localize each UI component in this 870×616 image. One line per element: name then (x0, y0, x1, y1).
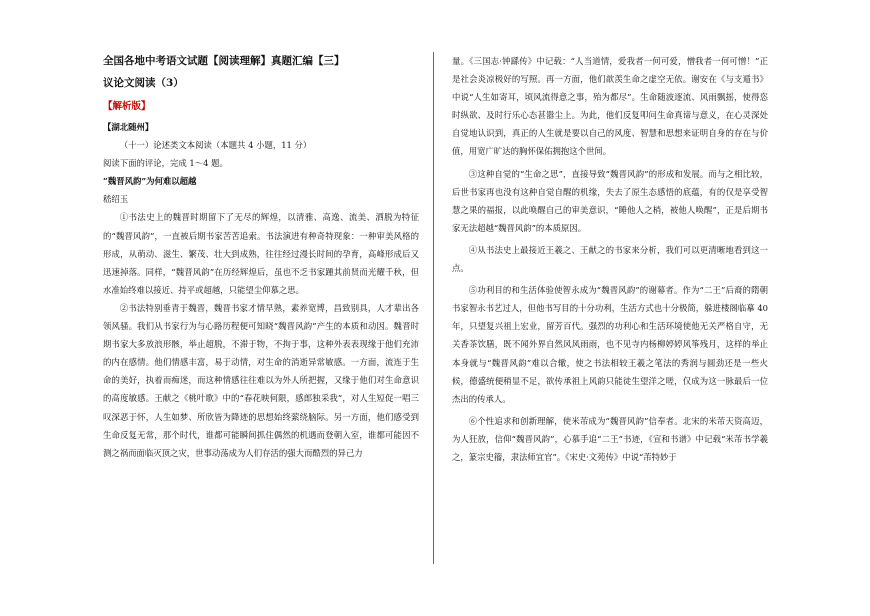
paragraph-1: ①书法史上的魏晋时期留下了无尽的辉煌，以清雅、高逸、流美、洒脱为特征的“魏晋风韵”，一直被后期书家苦苦追索。书法演进有种奇特现象：一种审美风格的形成，从萌动、滋生、繁茂、壮大到成熟，往往经过漫长时间的孕育，高峰形成后又迅速掉落。同样，“魏晋风韵”在历经辉煌后，虽也不乏书家踵其前贤而光耀千秋，但水准始终难以接近、持平或超越，只能望尘仰慕之思。 (103, 212, 419, 295)
paragraph-2-part-1: ②书法特别垂青于魏晋，魏晋书家才情早熟，素养宽博，昌致别具，人才辈出各领风骚。我们从书家行为与心路历程便可知晓“魏晋风韵”产生的本质和动因。魏晋时期书家大多放浪形骸，举止超脱，不滞于物，不拘于事，这种外表表现缘于他们充沛的内在感情。他们情感丰富，易于动情，对生命的消逝异常敏感。一方面，流连于生命的美好，执着而痴迷，而这种情感往往难以为外人所把握，又缘于他们对生命意识的高度敏感。王献之《桃叶歌》中的“春花映何限，感郎独采我”，对人生短促一唱三叹深恶于怀，人生如梦、所欣皆为降迹的思想始终萦绕脑际。另一方面，他们感受到生命反复无常，那个时代，谁都可能瞬间抓住偶然的机遇而登朝入室，谁都可能因不测之祸而面临灭顶之灾，世事动荡成为人们存活的强大而酷烈的异己力 (103, 302, 419, 458)
paragraph-2-part-2: 量。《三国志·钟繇传》中记载：“人当道情，爱我者一何可爱，憎我者一何可憎！”正是社会炎凉极好的写照。再一方面，他们歆羡生命之虚空无依。谢安在《与支遁书》中说“人生如寄耳，顷风流得意之事，殆为都尽”。生命随波逐流、风雨飘摇，使得恣时纵欲、及时行乐心态甚嚣尘上。为此，他们反复叩问生命真谛与意义，在心灵深处自觉地认识到，真正的人生就是要以自己的风度、智慧和思想来证明自身的存在与价值，用宽广旷达的胸怀保佑拥抱这个世间。 (452, 56, 768, 157)
paragraph-4: ④从书法史上最接近王羲之、王献之的书家来分析，我们可以更清晰地看到这一点。 (452, 244, 768, 274)
paragraph-3: ③这种自觉的“生命之思”，直接导致“魏晋风韵”的形成和发展。而与之相比较，后世书家再也没有这种自觉自醒的机缘，失去了原生态感悟的底蕴，有的仅是享受智慧之果的福报，以此唤醒自己的审美意识，“睡他人之梢，被他人唤醒”，正是后期书家无法超越“魏晋风韵”的本质原因。 (452, 168, 768, 233)
document-title: 全国各地中考语文试题【阅读理解】真题汇编【三】 (103, 55, 345, 67)
document-subtitle: 议论文阅读（3） (103, 77, 184, 89)
reading-instruction: 阅读下面的评论，完成 1～4 题。 (103, 158, 228, 169)
paragraph-5: ⑤功利目的和生活体验使智永成为“魏晋风韵”的谢幕者。作为“二王”后裔的隋朝书家智永书艺过人，但他书写目的十分功利，生活方式也十分极简，躲进楼阁临摹 40 年，只望复兴祖上宏业，留芳百代。强烈的功利心和生活环境使他无关严格自守，无关香茶饮膳，既不闻外界自然风风雨雨，也不见寺内杨柳婷婷风筝残月，这样的举止本身就与“魏晋风韵”难以合辙，使之书法相较王羲之笔法的秀润与圆劲还是一些火候，德盛统便稍显不足，欲传承祖上风韵只能徒生望洋之嗟，仅成为这一脉最后一位杰出的传承人。 (452, 285, 768, 404)
region-heading: 【湖北随州】 (103, 122, 154, 132)
right-column (452, 52, 768, 466)
article-title: “魏晋风韵”为何难以超越 (103, 176, 197, 187)
question-info: （十一）论述类文本阅读（本题共 4 小题，11 分） (119, 140, 312, 151)
article-author: 嵇绍玉 (103, 194, 129, 205)
version-label: 【解析版】 (103, 101, 151, 112)
left-column (103, 52, 419, 462)
column-divider (433, 52, 434, 564)
paragraph-6: ⑥个性追求和创新理解，使米芾成为“魏晋风韵”信奉者。北宋的米芾天资高迈，为人狂放，信仰“魏晋风韵”，心慕手追“二王”书迹，《宣和书谱》中记载“米芾书学羲之，篆宗史籀，隶法师宜官”。《宋史·文苑传》中说“芾特妙于 (452, 415, 768, 462)
